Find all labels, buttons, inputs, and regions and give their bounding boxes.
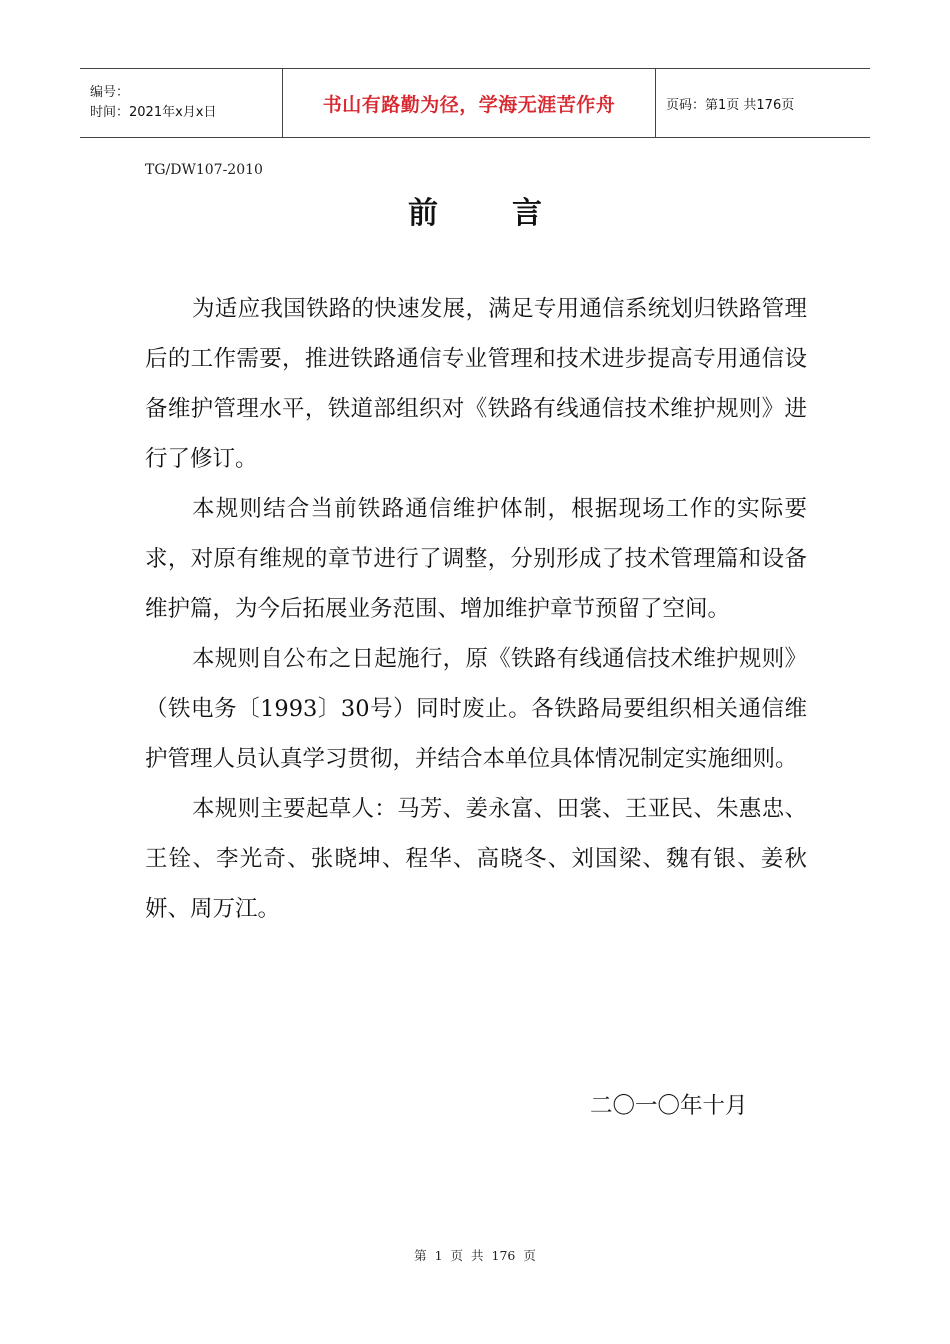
page-header [80,68,870,138]
number-label: 编号： [90,85,130,100]
header-page-info: 页码：第1页 共176页 [666,97,795,113]
paragraph: 为适应我国铁路的快速发展，满足专用通信系统划归铁路管理后的工作需要，推进铁路通信专业管理和技术进步提高专用通信设备维护管理水平，铁道部组织对《铁路有线通信技术维护规则》进行了修订。 [145,296,807,472]
header-motto: 书山有路勤为径，学海无涯苦作舟 [282,69,656,137]
header-meta [80,69,282,137]
document-code: TG/DW107-2010 [145,162,263,178]
page-footer: 第 1 页 共 176 页 [414,1248,536,1263]
signature-date: 二〇一〇年十月 [590,1093,748,1119]
page-title: 前言 [408,196,616,231]
document-body [145,284,807,934]
time-label: 时间：2021年x月x日 [90,105,217,120]
paragraph: 本规则结合当前铁路通信维护体制，根据现场工作的实际要求，对原有维规的章节进行了调整，分别形成了技术管理篇和设备维护篇，为今后拓展业务范围、增加维护章节预留了空间。 [145,496,807,622]
paragraph: 本规则自公布之日起施行，原《铁路有线通信技术维护规则》（铁电务〔1993〕30号）同时废止。各铁路局要组织相关通信维护管理人员认真学习贯彻，并结合本单位具体情况制定实施细则。 [145,646,807,772]
paragraph: 本规则主要起草人：马芳、姜永富、田裳、王亚民、朱惠忠、王铨、李光奇、张晓坤、程华、高晓冬、刘国梁、魏有银、姜秋妍、周万江。 [145,796,807,922]
